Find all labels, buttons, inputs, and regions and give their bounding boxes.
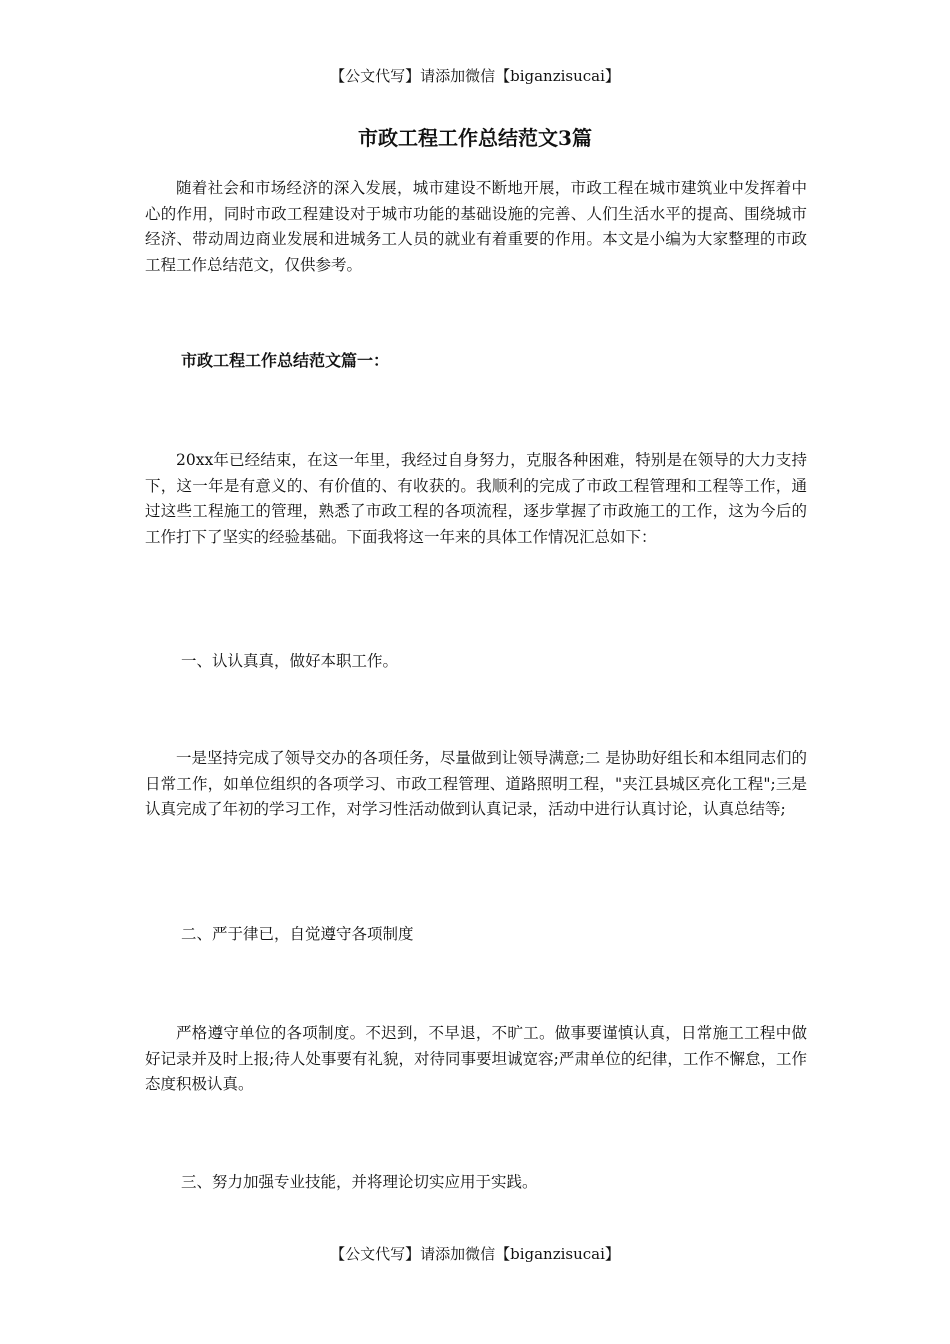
header-note: 【公文代写】请添加微信【biganzisucai】: [330, 67, 620, 85]
document-title: 市政工程工作总结范文3篇: [358, 126, 592, 150]
body-paragraph-2: 一是坚持完成了领导交办的各项任务，尽量做到让领导满意;二 是协助好组长和本组同志们的日常工作，如单位组织的各项学习、市政工程管理、道路照明工程，"夹江县城区亮化工程";三是认真完成了年初的学习工作，对学习性活动做到认真记录，活动中进行认真讨论，认真总结等;: [145, 749, 807, 818]
section-heading-3: 三、努力加强专业技能，并将理论切实应用于实践。: [181, 1173, 538, 1191]
body-paragraph-1: 20xx年已经结束，在这一年里，我经过自身努力，克服各种困难，特别是在领导的大力支持下，这一年是有意义的、有价值的、有收获的。我顺利的完成了市政工程管理和工程等工作，通过这些工程施工的管理，熟悉了市政工程的各项流程，逐步掌握了市政施工的工作，这为今后的工作打下了坚实的经验基础。下面我将这一年来的具体工作情况汇总如下：: [145, 451, 807, 546]
intro-paragraph: 随着社会和市场经济的深入发展，城市建设不断地开展，市政工程在城市建筑业中发挥着中心的作用，同时市政工程建设对于城市功能的基础设施的完善、人们生活水平的提高、围绕城市经济、带动周边商业发展和进城务工人员的就业有着重要的作用。本文是小编为大家整理的市政工程工作总结范文，仅供参考。: [145, 179, 807, 274]
section-heading-2: 二、严于律已，自觉遵守各项制度: [181, 925, 414, 943]
section-heading-1: 一、认认真真，做好本职工作。: [181, 652, 399, 670]
footer-note: 【公文代写】请添加微信【biganzisucai】: [330, 1245, 620, 1263]
section-title: 市政工程工作总结范文篇一：: [181, 351, 390, 370]
body-paragraph-3: 严格遵守单位的各项制度。不迟到，不早退，不旷工。做事要谨慎认真，日常施工工程中做好记录并及时上报;待人处事要有礼貌，对待同事要坦诚宽容;严肃单位的纪律，工作不懈怠，工作态度积极认真。: [145, 1024, 807, 1093]
